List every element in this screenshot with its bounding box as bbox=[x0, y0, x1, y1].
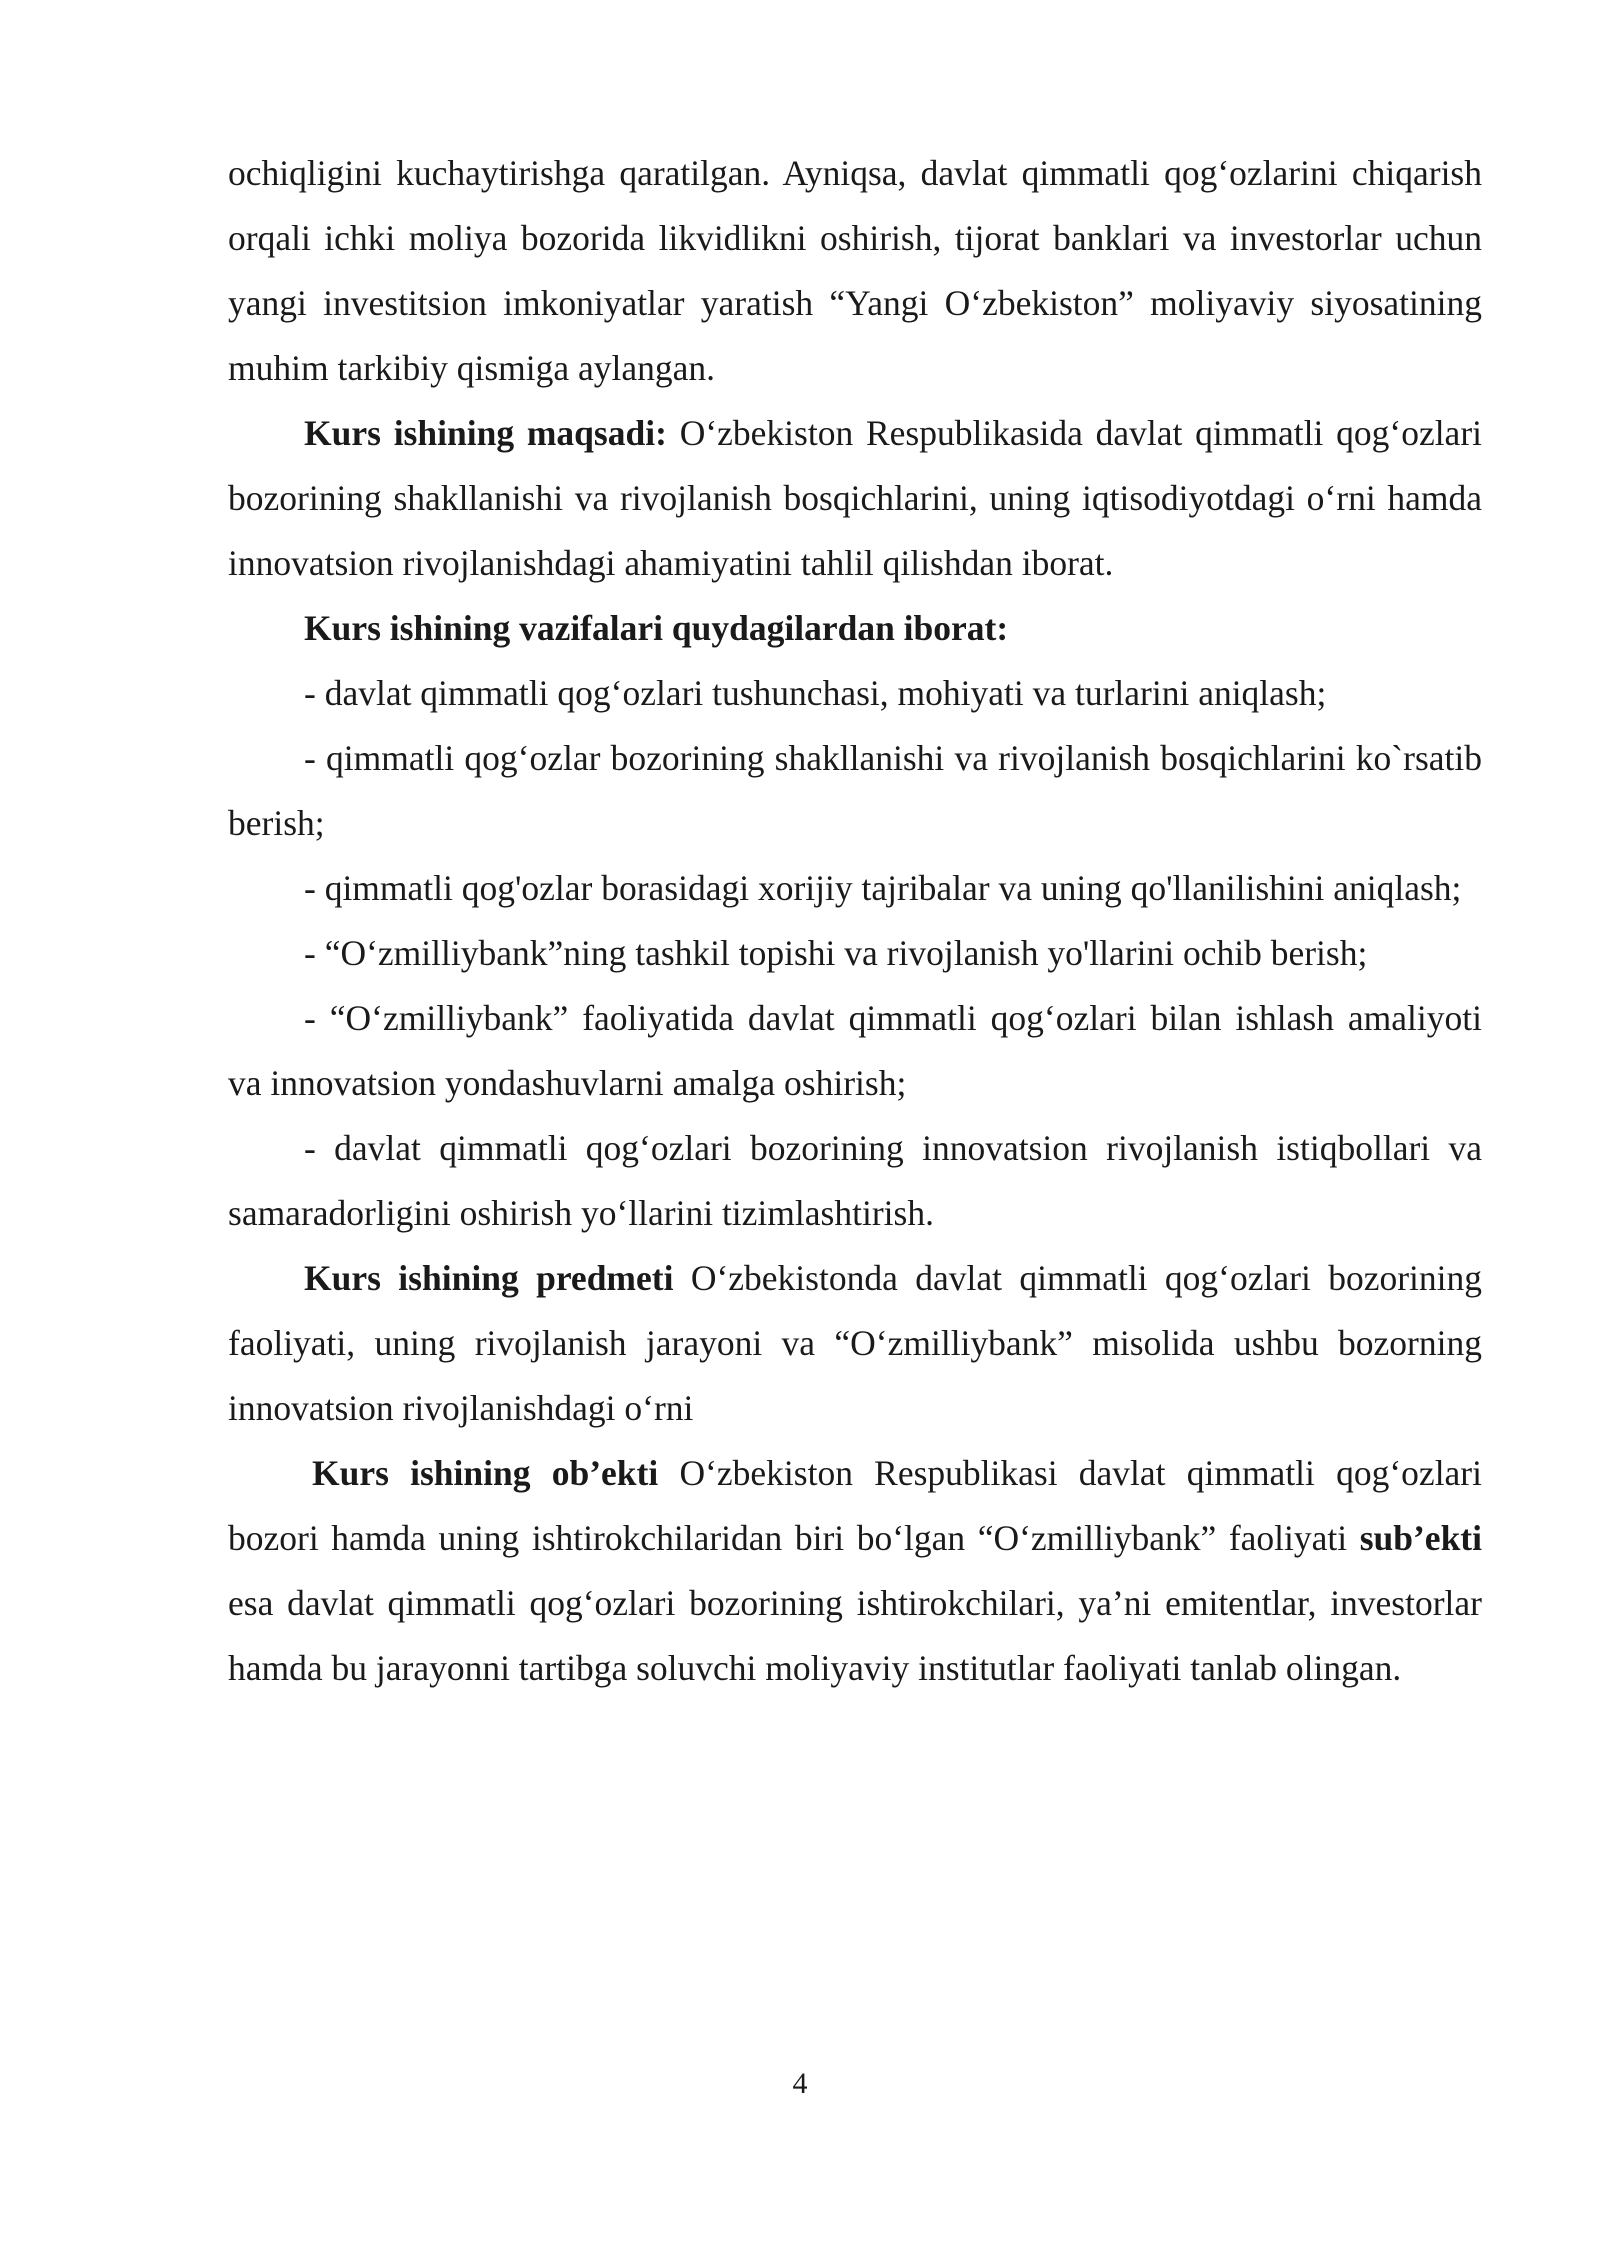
task-text-3: - qimmatli qog'ozlar borasidagi xorijiy tajribalar va uning qo'llanilishini aniqlash; bbox=[304, 868, 1462, 908]
task-item-4 bbox=[228, 921, 1482, 986]
object-paragraph bbox=[228, 1441, 1482, 1701]
intro-text: ochiqligini kuchaytirishga qaratilgan. Ayniqsa, davlat qimmatli qog‘ozlarini chiqarish orqali ichki moliya bozorida likvidlikni oshirish, tijorat banklari va investorlar uchun yangi investitsion imkoniyatlar yaratish “Yangi O‘zbekiston” moliyaviy siyosatining muhim tarkibiy qismiga aylangan. bbox=[228, 153, 1482, 388]
task-text-4: - “O‘zmilliybank”ning tashkil topishi va rivojlanish yo'llarini ochib berish; bbox=[304, 933, 1368, 973]
page-number: 4 bbox=[792, 2067, 808, 2100]
tasks-heading-paragraph bbox=[228, 596, 1482, 661]
page-body bbox=[228, 141, 1482, 1701]
goal-paragraph bbox=[228, 401, 1482, 596]
tasks-heading: Kurs ishining vazifalari quydagilardan iborat: bbox=[304, 608, 1009, 648]
task-text-2: - qimmatli qog‘ozlar bozorining shakllanishi va rivojlanish bosqichlarini ko`rsatib berish; bbox=[228, 738, 1482, 843]
task-item-1 bbox=[228, 661, 1482, 726]
object-text: O‘zbekiston Respublikasi davlat qimmatli qog‘ozlari bozori hamda uning ishtirokchilaridan biri bo‘lgan “O‘zmilliybank” faoliyati bbox=[228, 1453, 1482, 1558]
task-text-6: - davlat qimmatli qog‘ozlari bozorining innovatsion rivojlanish istiqbollari va samaradorligini oshirish yo‘llarini tizimlashtirish. bbox=[228, 1128, 1482, 1233]
object-heading: Kurs ishining ob’ekti bbox=[312, 1453, 659, 1493]
task-item-2 bbox=[228, 726, 1482, 856]
subject-text: O‘zbekistonda davlat qimmatli qog‘ozlari bozorining faoliyati, uning rivojlanish jarayoni va “O‘zmilliybank” misolida ushbu bozorning innovatsion rivojlanishdagi o‘rni bbox=[228, 1258, 1482, 1428]
subjekt-text: esa davlat qimmatli qog‘ozlari bozorining ishtirokchilari, ya’ni emitentlar, investorlar hamda bu jarayonni tartibga soluvchi moliyaviy institutlar faoliyati tanlab olingan. bbox=[228, 1583, 1482, 1688]
task-item-6 bbox=[228, 1116, 1482, 1246]
intro-paragraph bbox=[228, 141, 1482, 401]
subject-paragraph bbox=[228, 1246, 1482, 1441]
task-text-1: - davlat qimmatli qog‘ozlari tushunchasi, mohiyati va turlarini aniqlash; bbox=[304, 673, 1327, 713]
task-item-3 bbox=[228, 856, 1482, 921]
task-text-5: - “O‘zmilliybank” faoliyatida davlat qimmatli qog‘ozlari bilan ishlash amaliyoti va innovatsion yondashuvlarni amalga oshirish; bbox=[228, 998, 1482, 1103]
subject-heading: Kurs ishining predmeti bbox=[304, 1258, 674, 1298]
subjekt-term: sub’ekti bbox=[1359, 1518, 1482, 1558]
goal-text: O‘zbekiston Respublikasida davlat qimmatli qog‘ozlari bozorining shakllanishi va rivojlanish bosqichlarini, uning iqtisodiyotdagi o‘rni hamda innovatsion rivojlanishdagi ahamiyatini tahlil qilishdan iborat. bbox=[228, 413, 1482, 583]
task-item-5 bbox=[228, 986, 1482, 1116]
goal-heading: Kurs ishining maqsadi: bbox=[304, 413, 667, 453]
